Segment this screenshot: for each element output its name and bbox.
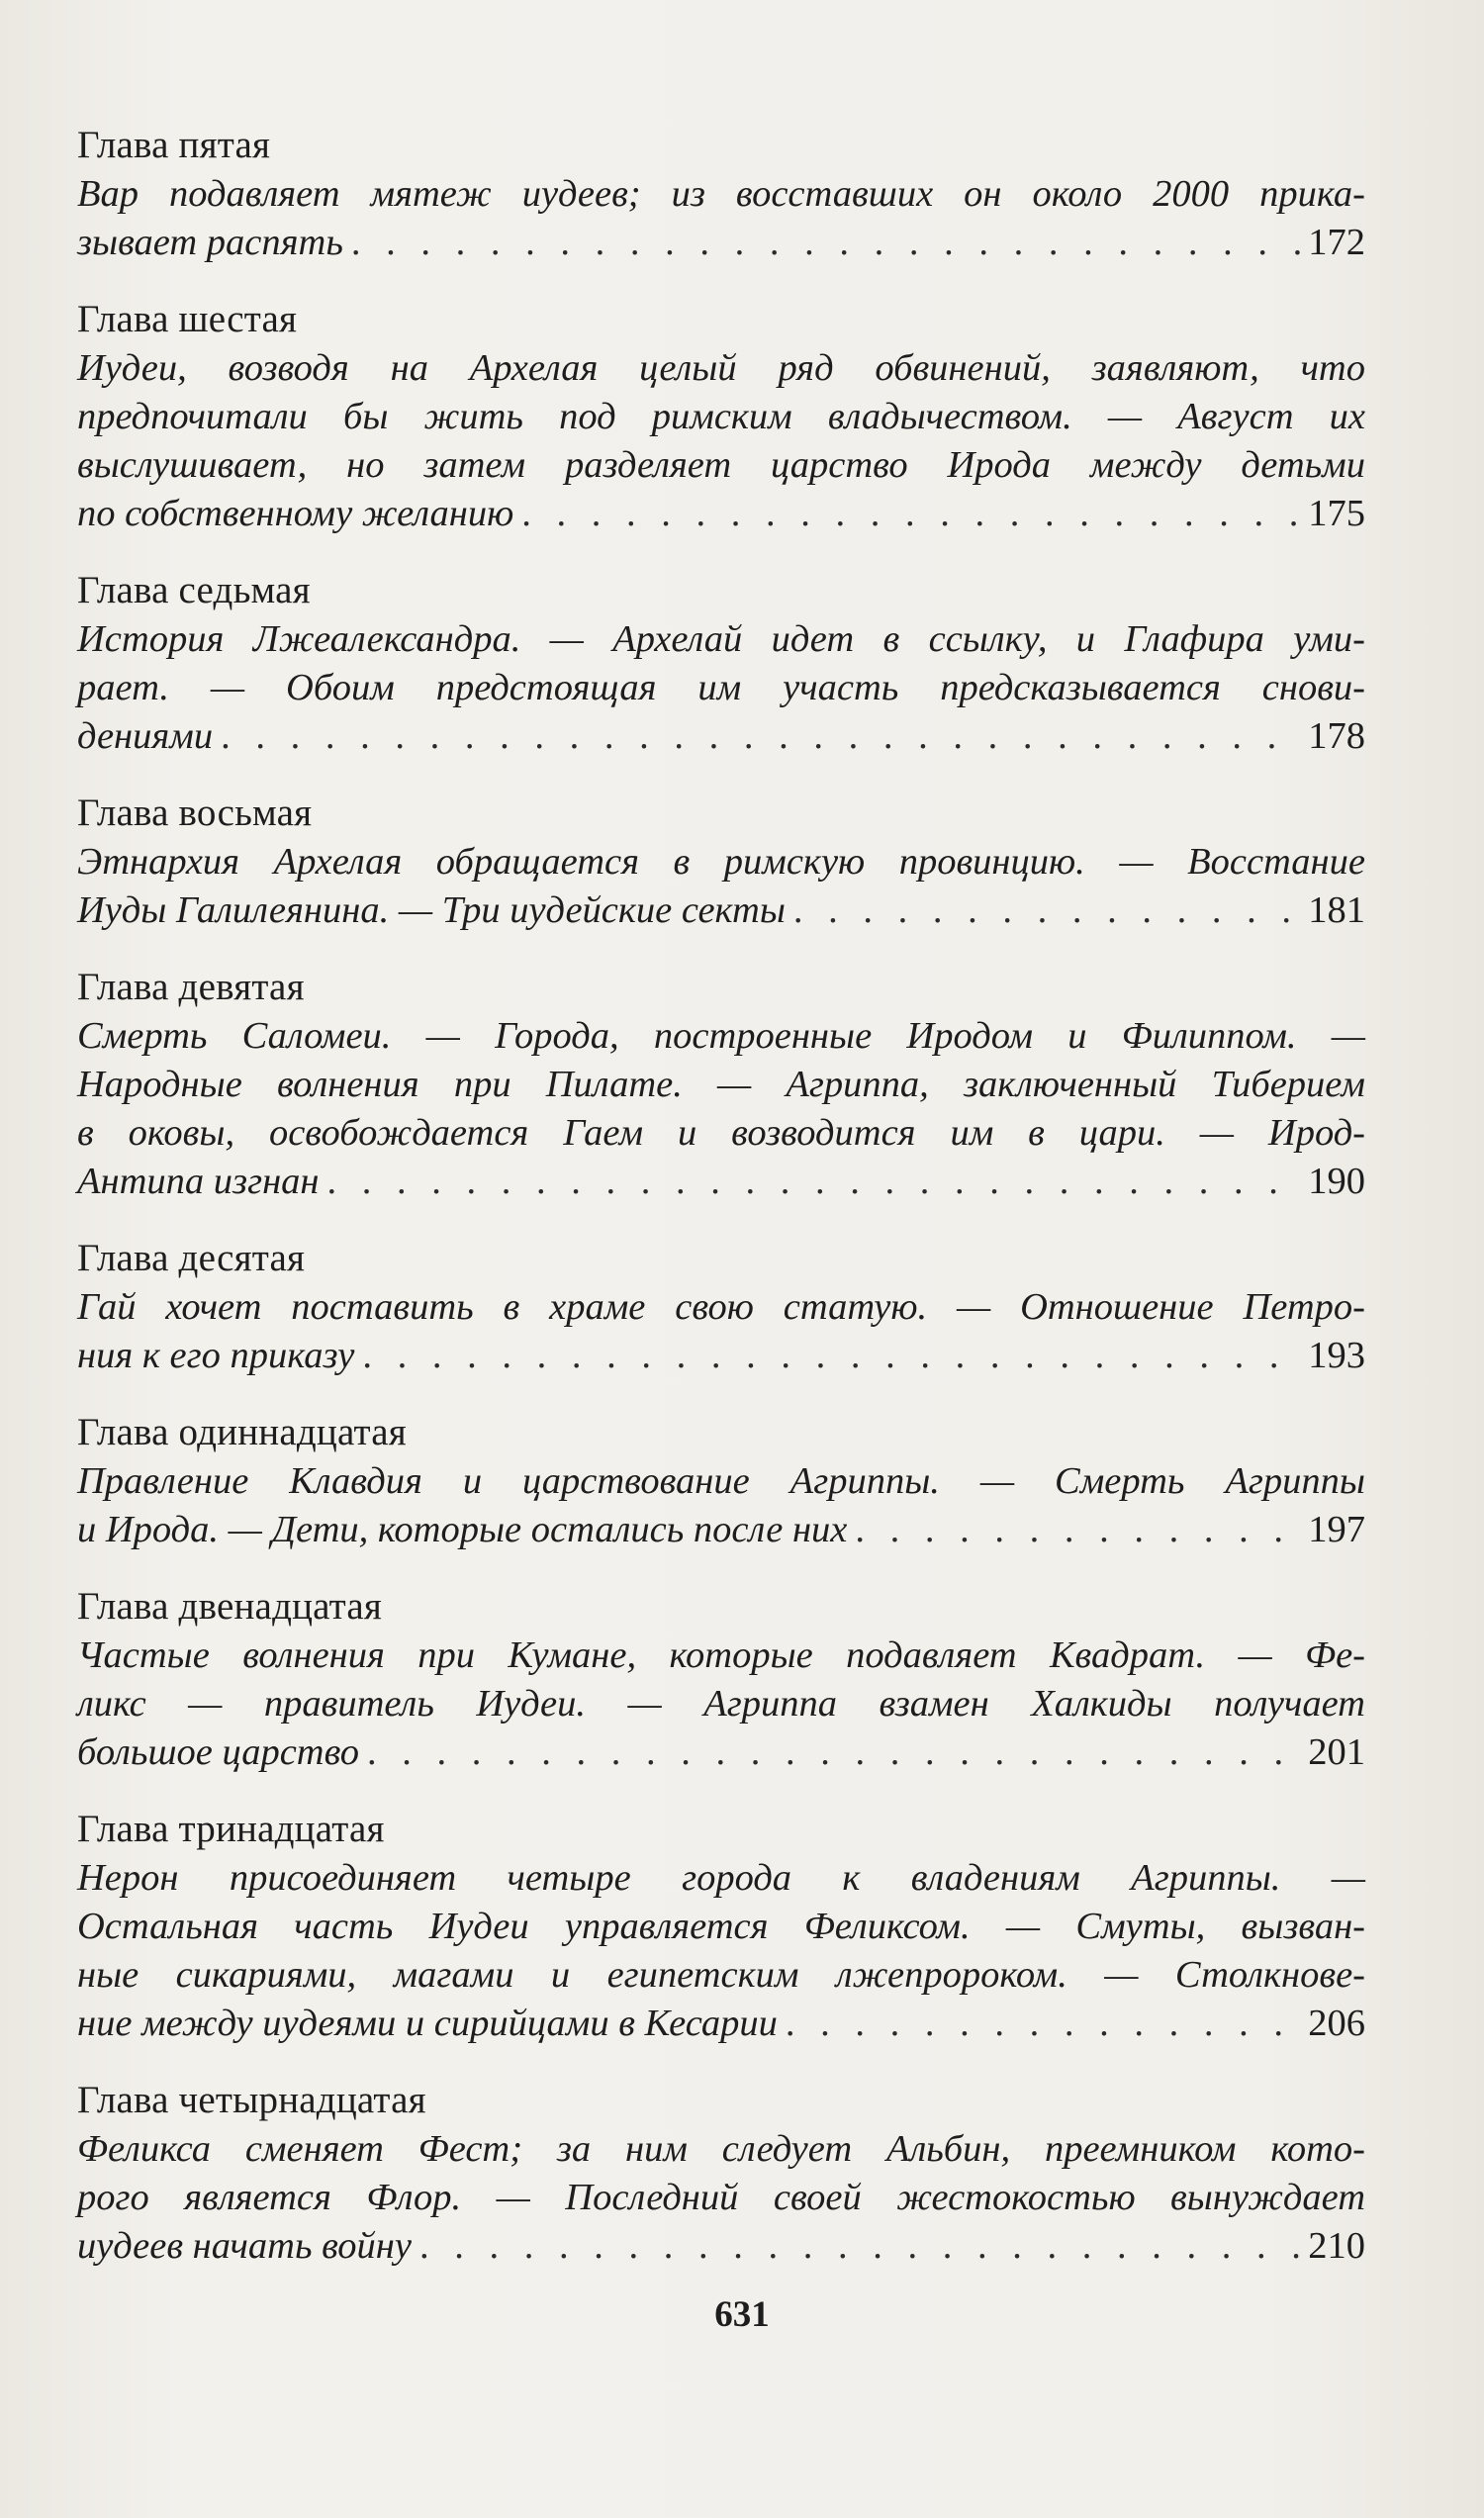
chapter-title: Глава двенадцатая [77, 1585, 383, 1628]
summary-line: рает. — Обоим предстоящая им участь предсказывается снови- [77, 667, 1365, 708]
toc-entry [77, 1582, 1365, 1777]
toc-entry [77, 566, 1365, 761]
summary-line: Антипа изгнан [77, 1161, 320, 1202]
summary-last-line [77, 2000, 1365, 2048]
chapter-page-number[interactable]: 178 [1308, 715, 1365, 757]
summary-line: в оковы, освобождается Гаем и возводится им в цари. — Ирод- [77, 1112, 1365, 1154]
chapter-page-number[interactable]: 190 [1308, 1161, 1365, 1202]
chapter-title: Глава пятая [77, 124, 271, 166]
chapter-page-number[interactable]: 206 [1308, 2003, 1365, 2044]
summary-line: зывает распять [77, 222, 343, 263]
dot-leader [221, 712, 1300, 761]
chapter-title: Глава тринадцатая [77, 1808, 385, 1850]
chapter-title: Глава десятая [77, 1237, 306, 1279]
dot-leader [521, 490, 1300, 538]
dot-leader [793, 886, 1300, 935]
summary-line: ние между иудеями и сирийцами в Кесарии [77, 2003, 778, 2044]
summary-last-line [77, 886, 1365, 935]
chapter-summary [77, 344, 1365, 490]
chapter-summary [77, 615, 1365, 712]
summary-line: Частые волнения при Кумане, которые подавляет Квадрат. — Фе- [77, 1634, 1365, 1676]
summary-line: дениями [77, 715, 214, 757]
dot-leader [855, 1506, 1300, 1554]
table-of-contents [77, 121, 1365, 2298]
summary-line: иудеев начать войну [77, 2225, 412, 2267]
summary-last-line [77, 1728, 1365, 1777]
dot-leader [327, 1158, 1301, 1206]
summary-line: большое царство [77, 1731, 360, 1773]
summary-line: Остальная часть Иудеи управляется Феликсом. — Смуты, вызван- [77, 1906, 1365, 1947]
summary-line: выслушивает, но затем разделяет царство Ирода между детьми [77, 444, 1365, 486]
chapter-page-number[interactable]: 210 [1308, 2225, 1365, 2267]
summary-line: Смерть Саломеи. — Города, построенные Иродом и Филиппом. — [77, 1015, 1365, 1057]
summary-line: Иуды Галилеянина. — Три иудейские секты [77, 889, 786, 931]
chapter-summary [77, 1854, 1365, 2000]
chapter-summary [77, 1457, 1365, 1506]
chapter-summary [77, 1012, 1365, 1158]
chapter-title: Глава девятая [77, 966, 305, 1008]
chapter-title: Глава одиннадцатая [77, 1411, 407, 1453]
toc-entry [77, 1805, 1365, 2048]
summary-line: Народные волнения при Пилате. — Агриппа, заключенный Тиберием [77, 1064, 1365, 1105]
summary-last-line [77, 490, 1365, 538]
summary-line: ликс — правитель Иудеи. — Агриппа взамен Халкиды получает [77, 1683, 1365, 1725]
summary-line: Правление Клавдия и царствование Агриппы. — Смерть Агриппы [77, 1460, 1365, 1502]
summary-line: История Лжеалександра. — Архелай идет в ссылку, и Глафира уми- [77, 618, 1365, 660]
toc-entry [77, 789, 1365, 935]
dot-leader [786, 2000, 1300, 2048]
summary-line: по собственному желанию [77, 493, 514, 534]
chapter-page-number[interactable]: 175 [1308, 493, 1365, 534]
chapter-page-number[interactable]: 201 [1308, 1731, 1365, 1773]
page-number: 631 [714, 2294, 770, 2335]
toc-entry [77, 295, 1365, 538]
toc-entry [77, 1408, 1365, 1554]
summary-last-line [77, 1332, 1365, 1380]
summary-line: Вар подавляет мятеж иудеев; из восставших он около 2000 прика- [77, 173, 1365, 215]
chapter-page-number[interactable]: 172 [1308, 222, 1365, 263]
chapter-title: Глава восьмая [77, 792, 313, 834]
summary-line: Гай хочет поставить в храме свою статую. — Отношение Петро- [77, 1286, 1365, 1328]
summary-last-line [77, 1158, 1365, 1206]
summary-line: ния к его приказу [77, 1335, 355, 1376]
chapter-title: Глава седьмая [77, 569, 311, 611]
summary-last-line [77, 1506, 1365, 1554]
dot-leader [362, 1332, 1300, 1380]
summary-last-line [77, 2222, 1365, 2271]
chapter-title: Глава шестая [77, 298, 298, 340]
summary-line: и Ирода. — Дети, которые остались после них [77, 1509, 848, 1550]
dot-leader [351, 219, 1300, 267]
summary-line: Этнархия Архелая обращается в римскую провинцию. — Восстание [77, 841, 1365, 883]
dot-leader [419, 2222, 1300, 2271]
chapter-page-number[interactable]: 181 [1308, 889, 1365, 931]
summary-line: предпочитали бы жить под римским владычеством. — Август их [77, 396, 1365, 437]
summary-line: Феликса сменяет Фест; за ним следует Альбин, преемником кото- [77, 2128, 1365, 2170]
toc-entry [77, 121, 1365, 267]
summary-line: Нерон присоединяет четыре города к владениям Агриппы. — [77, 1857, 1365, 1899]
summary-last-line [77, 712, 1365, 761]
dot-leader [367, 1728, 1300, 1777]
chapter-summary [77, 2125, 1365, 2222]
summary-line: ные сикариями, магами и египетским лжепророком. — Столкнове- [77, 1954, 1365, 1996]
summary-line: рого является Флор. — Последний своей жестокостью вынуждает [77, 2177, 1365, 2218]
chapter-summary [77, 838, 1365, 886]
toc-entry [77, 963, 1365, 1206]
chapter-page-number[interactable]: 193 [1308, 1335, 1365, 1376]
toc-entry [77, 1234, 1365, 1380]
summary-line: Иудеи, возводя на Архелая целый ряд обвинений, заявляют, что [77, 347, 1365, 389]
chapter-summary [77, 1632, 1365, 1728]
chapter-summary [77, 1283, 1365, 1332]
chapter-summary [77, 170, 1365, 219]
chapter-page-number[interactable]: 197 [1308, 1509, 1365, 1550]
summary-last-line [77, 219, 1365, 267]
chapter-title: Глава четырнадцатая [77, 2079, 426, 2121]
toc-entry [77, 2076, 1365, 2271]
